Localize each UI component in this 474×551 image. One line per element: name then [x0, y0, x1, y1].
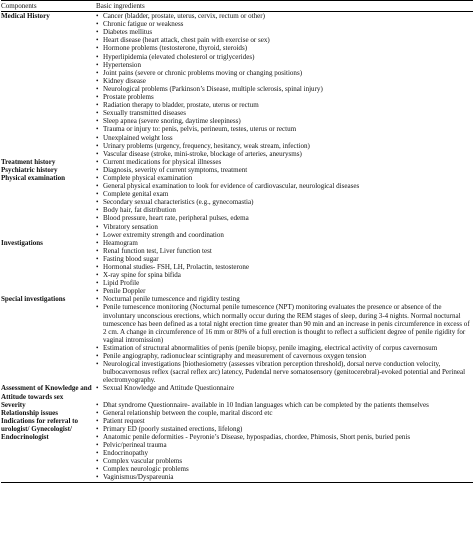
list-item: • Dhat syndrome Questionnaire- available in 10 Indian languages which can be completed by the patients themselves	[96, 401, 473, 409]
header-components: Components	[1, 1, 96, 12]
component-category: Indications for referral to urologist/ Gynecologist/ Endocrinologist	[1, 417, 96, 482]
list-item: • Urinary problems (urgency, frequency, hesitancy, weak stream, infection)	[96, 142, 473, 150]
ingredients-list	[96, 409, 473, 417]
ingredients-list	[96, 239, 473, 296]
component-category: Relationship issues	[1, 408, 58, 417]
components-table	[1, 0, 473, 483]
list-item: • Estimation of structural abnormalities of penis (penile biopsy, penile imaging, electrical activity of corpus cavernosum	[96, 344, 473, 352]
ingredients-list	[96, 417, 473, 482]
list-item: • Lipid Profile	[96, 279, 473, 287]
ingredients-list	[96, 12, 473, 158]
ingredients-list	[96, 158, 473, 166]
list-item: • Neurological investigations [biothesiometry (assesses vibration perception threshold), dorsal nerve conduction velocity, bulbocavernosus reflex (sacral reflex arc) latency, Pudendal nerve somatosensory (genitocerebral)-evoked potential and Perineal electromyography.	[96, 360, 473, 384]
list-item: • Endocrinopathy	[96, 449, 473, 457]
list-item: • Penile angiography, radionuclear scintigraphy and measurement of cavernous oxygen tension	[96, 352, 473, 360]
table-row	[1, 158, 473, 166]
ingredients-list	[96, 295, 473, 384]
list-item: • Pelvic/perineal trauma	[96, 441, 473, 449]
component-category: Special investigations	[1, 295, 66, 304]
ingredients-cell	[96, 174, 473, 239]
list-item: • Penile Doppler	[96, 287, 473, 295]
list-item: • Neurological problems (Parkinson’s Disease, multiple sclerosis, spinal injury)	[96, 85, 473, 93]
ingredients-list	[96, 384, 473, 392]
table-row	[1, 409, 473, 417]
ingredients-cell	[96, 12, 473, 158]
ingredients-cell	[96, 295, 473, 384]
ingredients-cell	[96, 239, 473, 296]
list-item: • Radiation therapy to bladder, prostate, uterus or rectum	[96, 101, 473, 109]
list-item: • Complete genital exam	[96, 190, 473, 198]
list-item: • Diabetes mellitus	[96, 28, 473, 36]
ingredients-cell	[96, 158, 473, 166]
list-item: • Diagnosis, severity of current symptoms, treatment	[96, 166, 473, 174]
list-item: • Body hair, fat distribution	[96, 206, 473, 214]
list-item: • Patient request	[96, 417, 473, 425]
list-item: • Hormone problems (testosterone, thyroid, steroids)	[96, 44, 473, 52]
list-item: • Sexually transmitted diseases	[96, 109, 473, 117]
table-body	[1, 12, 473, 482]
list-item: • Cancer (bladder, prostate, uterus, cervix, rectum or other)	[96, 12, 473, 20]
table-row	[1, 239, 473, 296]
ingredients-cell	[96, 417, 473, 482]
table-header-row	[1, 1, 473, 12]
component-category: Physical examination	[1, 173, 66, 182]
list-item: • Current medications for physical illnesses	[96, 158, 473, 166]
list-item: • Complex vascular problems	[96, 457, 473, 465]
list-item: • Renal function test, Liver function test	[96, 247, 473, 255]
list-item: • Vaginismus/Dyspareunia	[96, 473, 473, 481]
list-item: • Heart disease (heart attack, chest pain with exercise or sex)	[96, 36, 473, 44]
list-item: • Secondary sexual characteristics (e.g., gynecomastia)	[96, 198, 473, 206]
list-item: • Prostate problems	[96, 93, 473, 101]
list-item: • Vascular disease (stroke, mini-stroke, blockage of arteries, aneurysms)	[96, 150, 473, 158]
list-item: • General relationship between the couple, marital discord etc	[96, 409, 473, 417]
ingredients-cell	[96, 401, 473, 409]
list-item: • Hyperlipidemia (elevated cholesterol or triglycerides)	[96, 53, 473, 61]
list-item: • Blood pressure, heart rate, peripheral pulses, edema	[96, 214, 473, 222]
list-item: • Chronic fatigue or weakness	[96, 20, 473, 28]
table-row	[1, 174, 473, 239]
component-category: Severity	[1, 400, 26, 409]
ingredients-cell	[96, 384, 473, 400]
table-row	[1, 166, 473, 174]
ingredients-cell	[96, 166, 473, 174]
list-item: • Sexual Knowledge and Attitude Questionnaire	[96, 384, 473, 392]
component-category: Assessment of Knowledge and Attitude towards sex	[1, 384, 92, 401]
list-item: • Heamogram	[96, 239, 473, 247]
list-item: • Unexplained weight loss	[96, 134, 473, 142]
list-item: • Joint pains (severe or chronic problems moving or changing positions)	[96, 69, 473, 77]
list-item: • Complex neurologic problems	[96, 465, 473, 473]
list-item: • Penile tumescence monitoring (Nocturnal penile tumescence (NPT) monitoring evaluates the presence or absence of the involuntary unconscious erections, which normally occur during the REM stages of sleep, during 3-4 nights. Normal nocturnal tumescence has been defined as a total night erection time greater than 90 min and an increase in penis circumference in excess of 2 cm. A change in circumference of 16 mm or 80% of a full erection is thought to reflect a sufficient degree of penile rigidity for vaginal intromission)	[96, 303, 473, 343]
list-item: • Fasting blood sugar	[96, 255, 473, 263]
component-category: Investigations	[1, 238, 43, 247]
ingredients-cell	[96, 409, 473, 417]
ingredients-list	[96, 401, 473, 409]
list-item: • Hypertension	[96, 61, 473, 69]
list-item: • Sleep apnea (severe snoring, daytime sleepiness)	[96, 117, 473, 125]
list-item: • Vibratory sensation	[96, 223, 473, 231]
list-item: • General physical examination to look for evidence of cardiovascular, neurological diseases	[96, 182, 473, 190]
ingredients-list	[96, 166, 473, 174]
list-item: • Nocturnal penile tumescence and rigidity testing	[96, 295, 473, 303]
list-item: • Complete physical examination	[96, 174, 473, 182]
list-item: • Trauma or injury to: penis, pelvis, perineum, testes, uterus or rectum	[96, 125, 473, 133]
list-item: • Lower extremity strength and coordination	[96, 231, 473, 239]
list-item: • Hormonal studies- FSH, LH, Prolactin, testosterone	[96, 263, 473, 271]
component-category: Treatment history	[1, 157, 56, 166]
header-basic-ingredients: Basic ingredients	[96, 1, 473, 12]
component-category: Medical History	[1, 12, 50, 21]
table-row	[1, 401, 473, 409]
list-item: • Primary ED (poorly sustained erections, lifelong)	[96, 425, 473, 433]
table-row	[1, 417, 473, 482]
list-item: • Anatomic penile deformities - Peyronie’s Disease, hypospadias, chordee, Phimosis, Short penis, buried penis	[96, 433, 473, 441]
list-item: • Kidney disease	[96, 77, 473, 85]
component-category: Psychiatric history	[1, 165, 58, 174]
ingredients-list	[96, 174, 473, 239]
list-item: • X-ray spine for spina bifida	[96, 271, 473, 279]
table-row	[1, 384, 473, 400]
table-row	[1, 12, 473, 158]
table-row	[1, 295, 473, 384]
